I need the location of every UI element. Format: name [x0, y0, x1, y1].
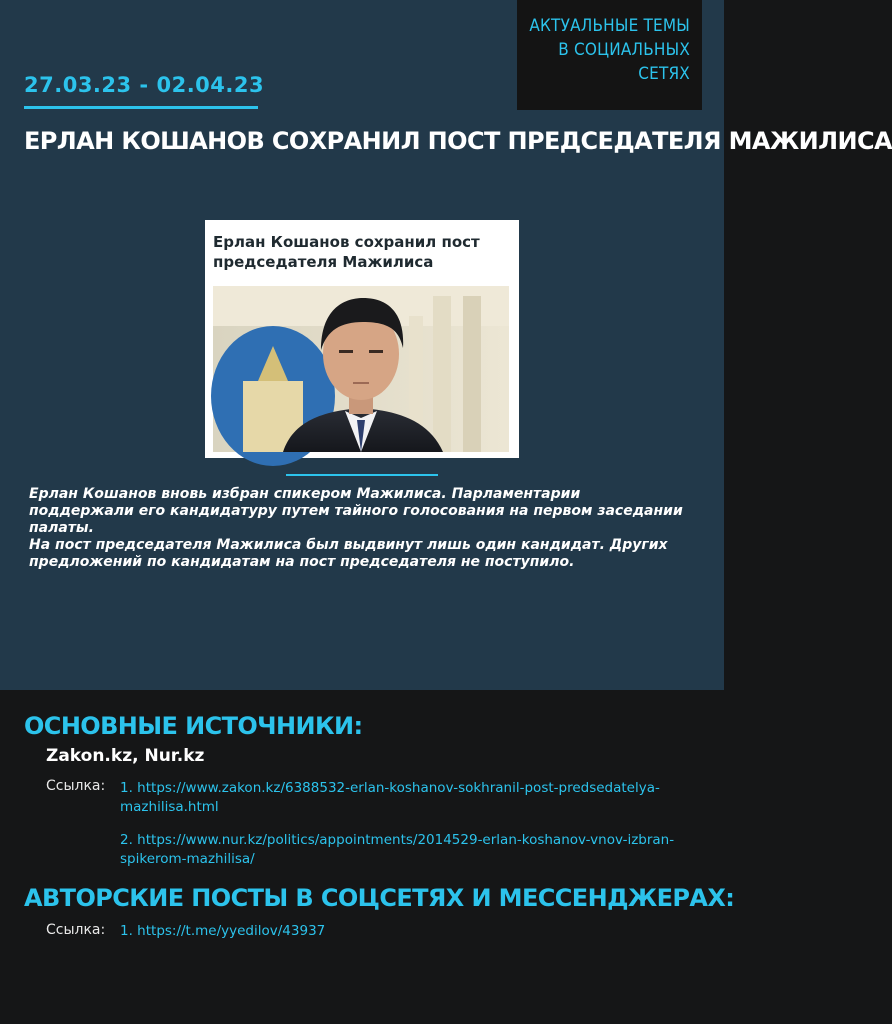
topic-tag-line: АКТУАЛЬНЫЕ ТЕМЫ — [529, 16, 690, 36]
topic-tag-line: В СОЦИАЛЬНЫХ — [558, 40, 690, 60]
source-names: Zakon.kz, Nur.kz — [46, 746, 205, 766]
link-label: Ссылка: — [46, 778, 106, 794]
main-sources-heading: ОСНОВНЫЕ ИСТОЧНИКИ: — [24, 712, 363, 740]
author-posts-heading: АВТОРСКИЕ ПОСТЫ В СОЦСЕТЯХ И МЕССЕНДЖЕРАХ: — [24, 884, 735, 912]
source-link-nur[interactable]: 2. https://www.nur.kz/politics/appointments/2014529-erlan-koshanov-vnov-izbran-spikerom-mazhilisa/ — [120, 832, 675, 867]
portrait-illustration — [213, 286, 509, 452]
date-range: 27.03.23 - 02.04.23 — [24, 73, 265, 97]
news-card-title — [213, 232, 513, 272]
news-card-title-line: Ерлан Кошанов сохранил пост — [213, 233, 480, 251]
source-link-zakon[interactable]: 1. https://www.zakon.kz/6388532-erlan-koshanov-sokhranil-post-predsedatelya-mazhilisa.html — [120, 780, 660, 815]
news-card — [205, 220, 519, 458]
news-photo — [213, 286, 509, 452]
section-divider — [286, 474, 438, 476]
telegram-post-link[interactable]: 1. https://t.me/yyedilov/43937 — [120, 923, 326, 939]
page-headline: ЕРЛАН КОШАНОВ СОХРАНИЛ ПОСТ ПРЕДСЕДАТЕЛЯ МАЖИЛИСА — [24, 127, 892, 155]
article-paragraph: Ерлан Кошанов вновь избран спикером Мажилиса. Парламентарии поддержали его кандидатуру путем тайного голосования на первом заседании палаты. — [29, 486, 683, 536]
link-label: Ссылка: — [46, 922, 106, 938]
topic-tag-line: СЕТЯХ — [638, 64, 690, 84]
date-underline — [24, 106, 258, 109]
news-card-title-line: председателя Мажилиса — [213, 253, 434, 271]
article-paragraph: На пост председателя Мажилиса был выдвинут лишь один кандидат. Других предложений по кандидатам на пост председателя не поступило. — [29, 537, 668, 570]
topic-tag — [517, 0, 702, 110]
